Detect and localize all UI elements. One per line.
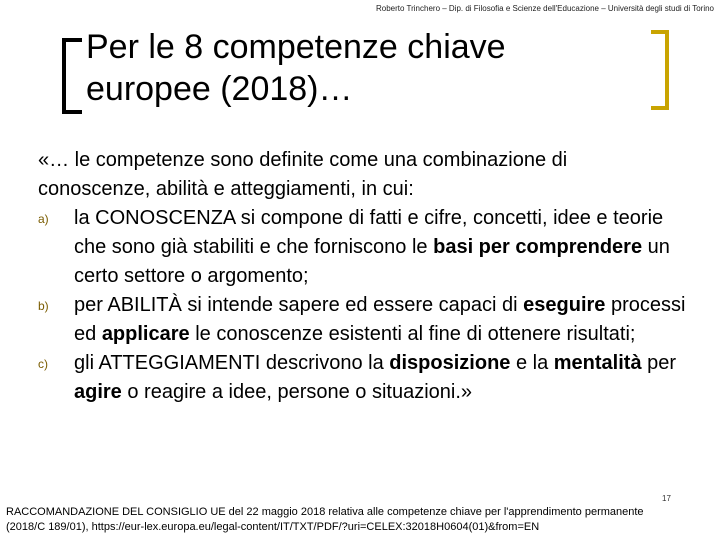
footer-reference: [6, 505, 716, 535]
item-bold-text: basi per comprendere: [433, 236, 643, 258]
item-text: gli ATTEGGIAMENTI descrivono la: [74, 352, 390, 374]
item-text: o reagire a idee, persone o situazioni.»: [121, 381, 473, 403]
title-line-1: Per le 8 competenze chiave: [86, 28, 506, 66]
item-bold-text: disposizione: [389, 352, 511, 374]
page-number: 17: [662, 494, 671, 503]
item-bold-text: applicare: [101, 323, 190, 345]
footer-line-1: RACCOMANDAZIONE DEL CONSIGLIO UE del 22 maggio 2018 relativa alle competenze chiave per l'apprendimento permanente: [6, 506, 644, 518]
list-item-b: [38, 291, 698, 349]
list-item-a: [38, 204, 698, 291]
list-item-c: [38, 349, 698, 407]
item-text: processi ed: [74, 294, 686, 345]
list-marker: c): [38, 357, 48, 371]
left-bracket-decoration: [62, 38, 82, 114]
item-text: per ABILITÀ si intende sapere ed essere capaci di: [74, 294, 524, 316]
item-text: le conoscenze esistenti al fine di ottenere risultati;: [189, 323, 636, 345]
list-marker: b): [38, 299, 49, 313]
item-bold-text: mentalità: [553, 352, 642, 374]
item-text: per: [641, 352, 677, 374]
item-bold-text: agire: [74, 381, 122, 403]
item-text: e la: [510, 352, 554, 374]
title-line-2: europee (2018)…: [86, 70, 353, 108]
slide-body: [38, 146, 698, 407]
slide-title: [86, 26, 506, 110]
item-bold-text: eseguire: [523, 294, 606, 316]
intro-paragraph: [38, 146, 698, 204]
list-marker: a): [38, 212, 49, 226]
footer-line-2: (2018/C 189/01), https://eur-lex.europa.eu/legal-content/IT/TXT/PDF/?uri=CELEX:32018H0604(01)&from=EN: [6, 521, 540, 533]
intro-line-1: «… le competenze sono definite come una combinazione di: [38, 149, 568, 171]
intro-line-2: conoscenze, abilità e atteggiamenti, in cui:: [38, 178, 414, 200]
slide-header: Roberto Trinchero – Dip. di Filosofia e Scienze dell'Educazione – Università degli studi di Torino: [375, 4, 714, 13]
item-text: un certo settore o argomento;: [74, 236, 670, 287]
item-text: la CONOSCENZA si compone di fatti e cifre, concetti, idee e teorie che sono già stabiliti e che forniscono le: [74, 207, 664, 258]
right-bracket-decoration: [651, 30, 669, 110]
